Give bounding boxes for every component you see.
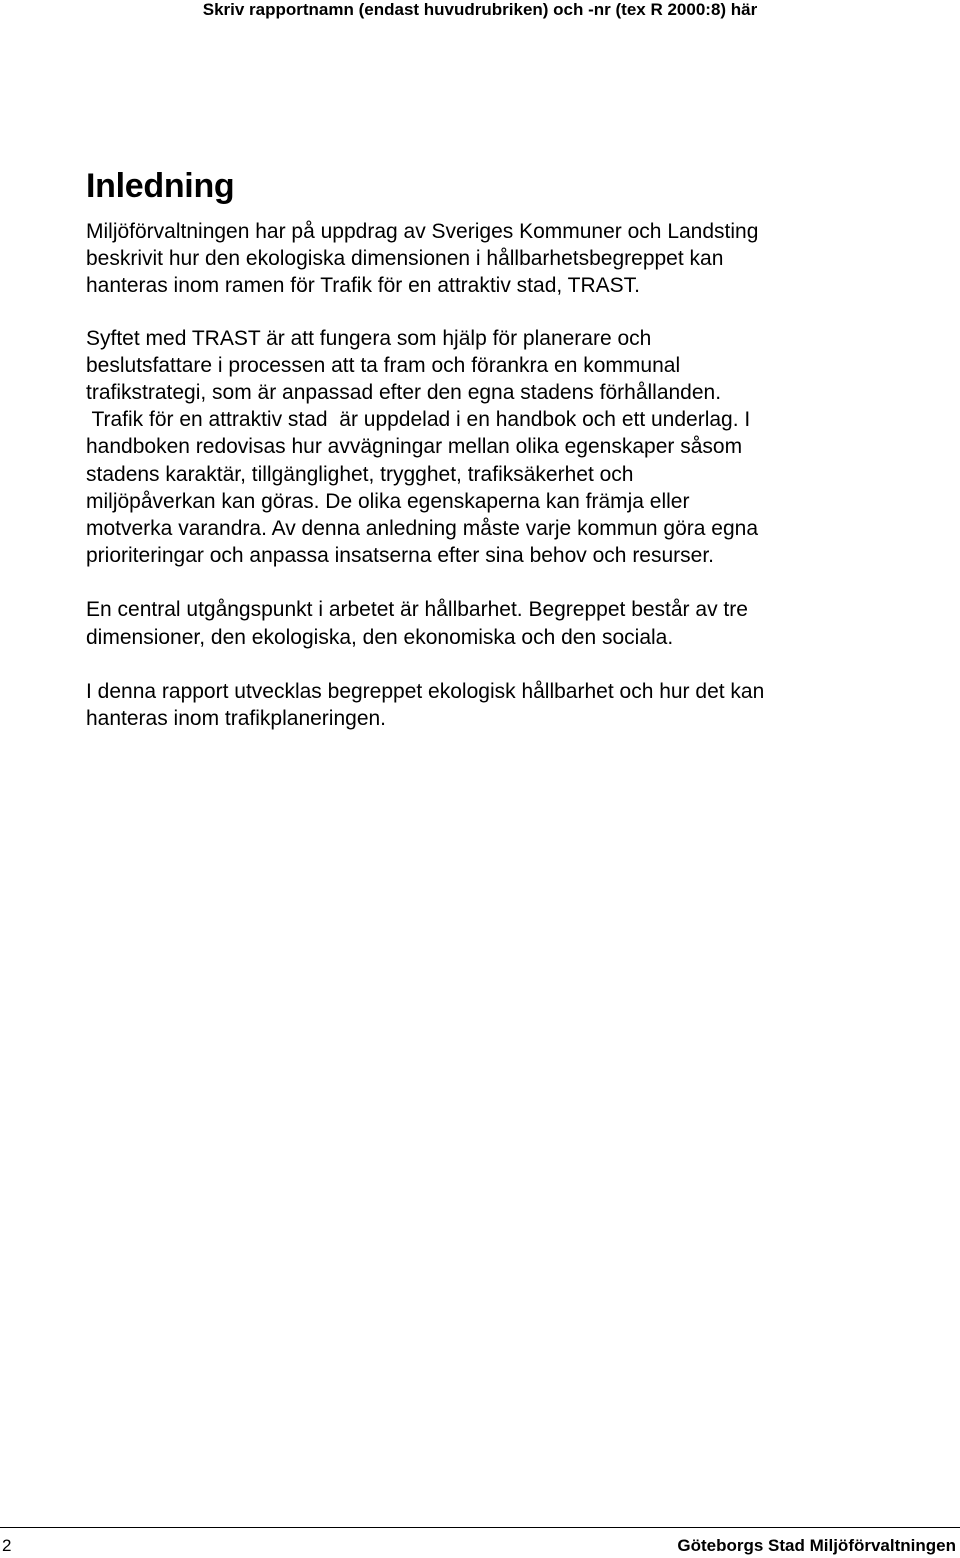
text-line: motverka varandra. Av denna anledning måste varje kommun göra egna [86,517,759,541]
section-title: Inledning [86,167,235,205]
page-number: 2 [2,1536,12,1555]
paragraph-purpose [86,325,916,570]
text-line: handboken redovisas hur avvägningar mellan olika egenskaper såsom [86,435,743,459]
document-body [86,166,916,732]
text-line: beskrivit hur den ekologiska dimensionen i hållbarhetsbegreppet kan [86,247,724,271]
paragraph-sustainability [86,596,916,650]
text-line: En central utgångspunkt i arbetet är hållbarhet. Begreppet består av tre [86,598,748,622]
text-line: Syftet med TRAST är att fungera som hjälp för planerare och [86,326,652,350]
text-line: stadens karaktär, tillgänglighet, trygghet, trafiksäkerhet och [86,462,634,486]
text-line: prioriteringar och anpassa insatserna efter sina behov och resurser. [86,544,715,568]
text-line: I denna rapport utvecklas begreppet ekologisk hållbarhet och hur det kan [86,679,765,703]
running-header: Skriv rapportnamn (endast huvudrubriken) och -nr (tex R 2000:8) här [202,0,758,19]
text-line: hanteras inom trafikplaneringen. [86,707,387,731]
text-line: hanteras inom ramen för Trafik för en attraktiv stad, TRAST. [86,274,640,298]
footer-divider [0,1527,960,1528]
footer-organization: Göteborgs Stad Miljöförvaltningen [677,1536,956,1555]
text-line: trafikstrategi, som är anpassad efter den egna stadens förhållanden. [86,381,722,405]
paragraph-intro [86,218,916,300]
text-line: dimensioner, den ekologiska, den ekonomiska och den sociala. [86,625,674,649]
text-line: Miljöförvaltningen har på uppdrag av Sveriges Kommuner och Landsting [86,220,759,243]
text-line: Trafik för en attraktiv stad är uppdelad i en handbok och ett underlag. I [86,408,751,432]
text-line: beslutsfattare i processen att ta fram och förankra en kommunal [86,353,681,377]
text-line: miljöpåverkan kan göras. De olika egenskaperna kan främja eller [86,489,690,513]
paragraph-report-scope [86,678,916,732]
